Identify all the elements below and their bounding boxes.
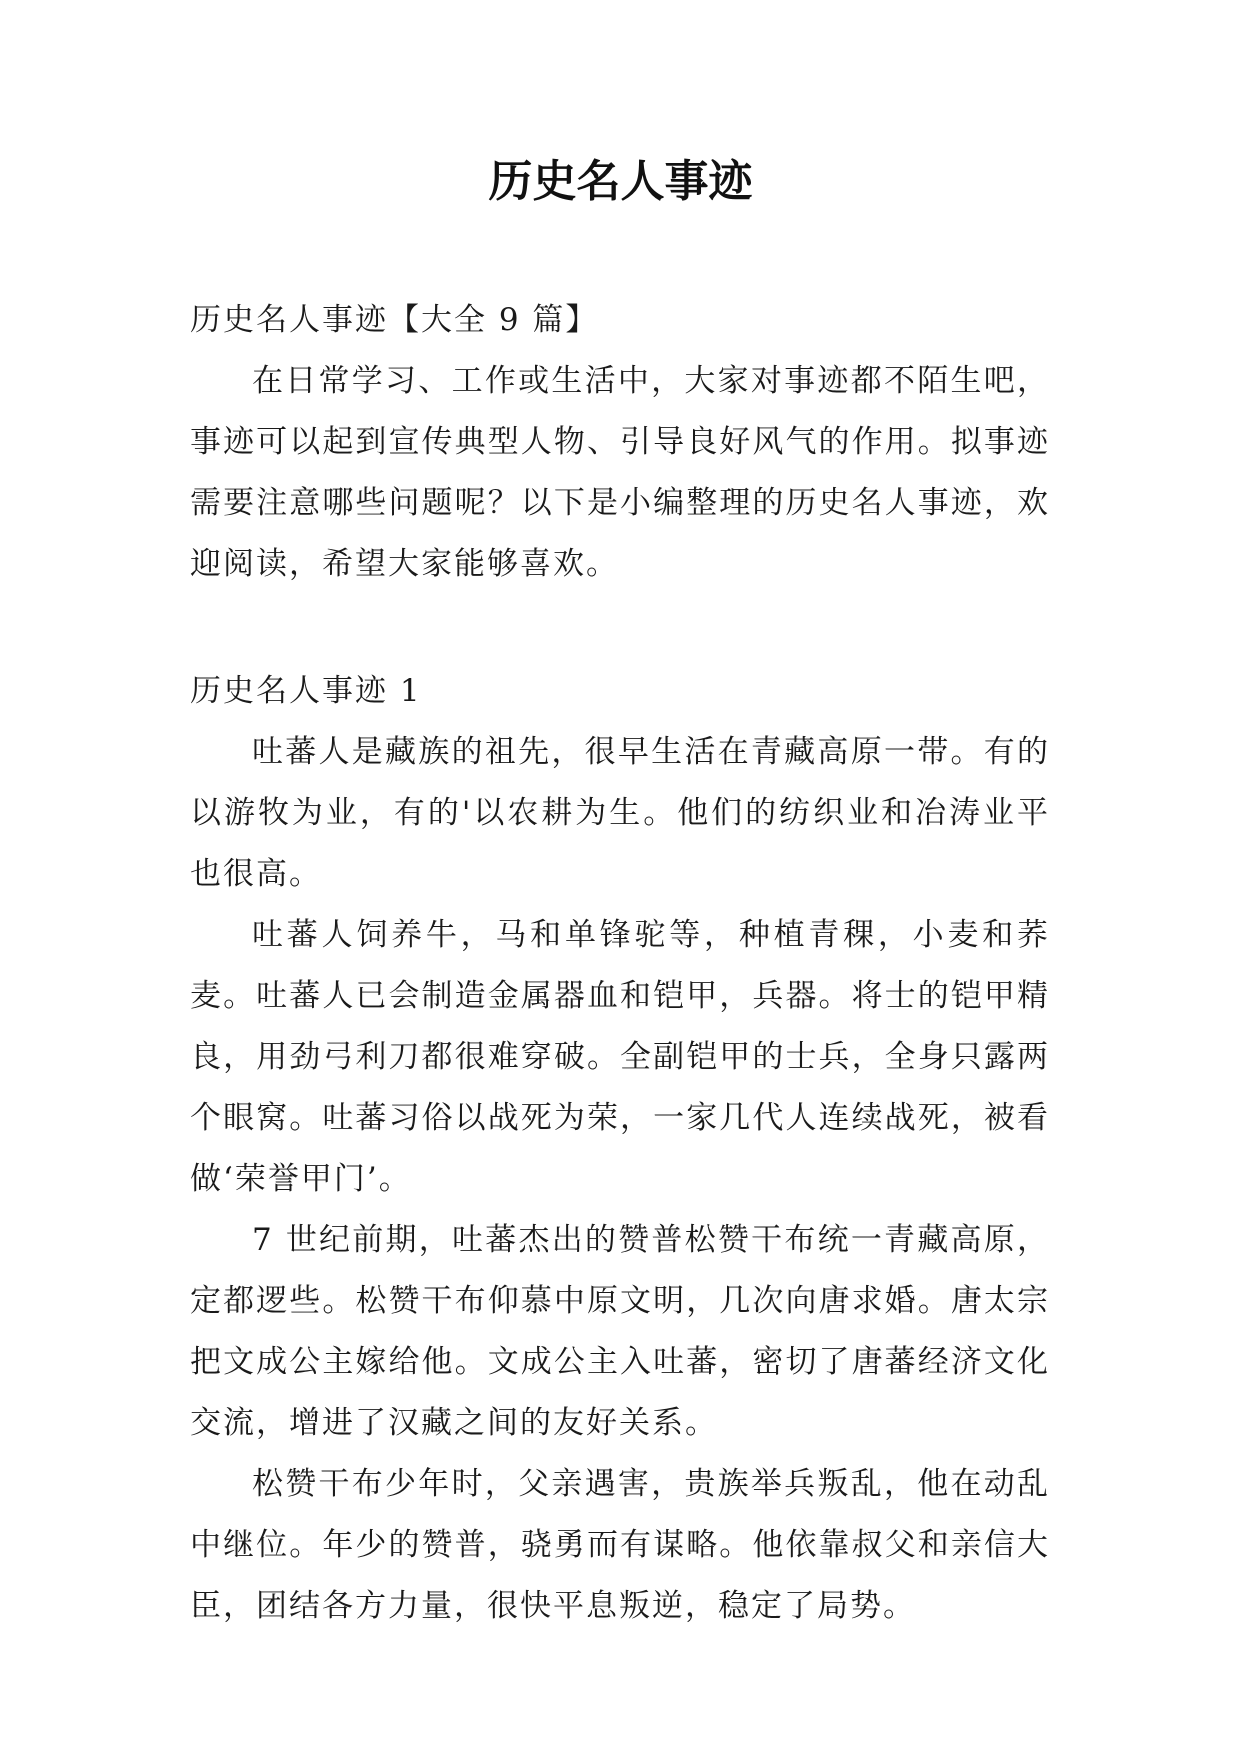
section-paragraph: 吐蕃人是藏族的祖先，很早生活在青藏高原一带。有的以游牧为业，有的'以农耕为生。他们的纺织业和冶涛业平也很高。	[190, 734, 1050, 892]
intro-heading: 历史名人事迹【大全 9 篇】	[190, 302, 599, 338]
section-paragraph: 7 世纪前期，吐蕃杰出的赞普松赞干布统一青藏高原，定都逻些。松赞干布仰慕中原文明，几次向唐求婚。唐太宗把文成公主嫁给他。文成公主入吐蕃，密切了唐蕃经济文化交流，增进了汉藏之间的友好关系。	[190, 1222, 1050, 1441]
intro-paragraph: 在日常学习、工作或生活中，大家对事迹都不陌生吧，事迹可以起到宣传典型人物、引导良好风气的作用。拟事迹需要注意哪些问题呢？以下是小编整理的历史名人事迹，欢迎阅读，希望大家能够喜欢。	[190, 363, 1050, 582]
section-paragraph: 松赞干布少年时，父亲遇害，贵族举兵叛乱，他在动乱中继位。年少的赞普，骁勇而有谋略。他依靠叔父和亲信大臣，团结各方力量，很快平息叛逆，稳定了局势。	[190, 1466, 1050, 1624]
document-title: 历史名人事迹	[488, 156, 753, 207]
section-heading: 历史名人事迹 1	[190, 673, 422, 709]
section-paragraph: 吐蕃人饲养牛，马和单锋驼等，种植青稞，小麦和荞麦。吐蕃人已会制造金属器血和铠甲，兵器。将士的铠甲精良，用劲弓利刀都很难穿破。全副铠甲的士兵，全身只露两个眼窝。吐蕃习俗以战死为荣，一家几代人连续战死，被看做‘荣誉甲门’。	[190, 917, 1050, 1197]
section-spacer	[190, 595, 1050, 661]
document-body	[190, 290, 1050, 1637]
